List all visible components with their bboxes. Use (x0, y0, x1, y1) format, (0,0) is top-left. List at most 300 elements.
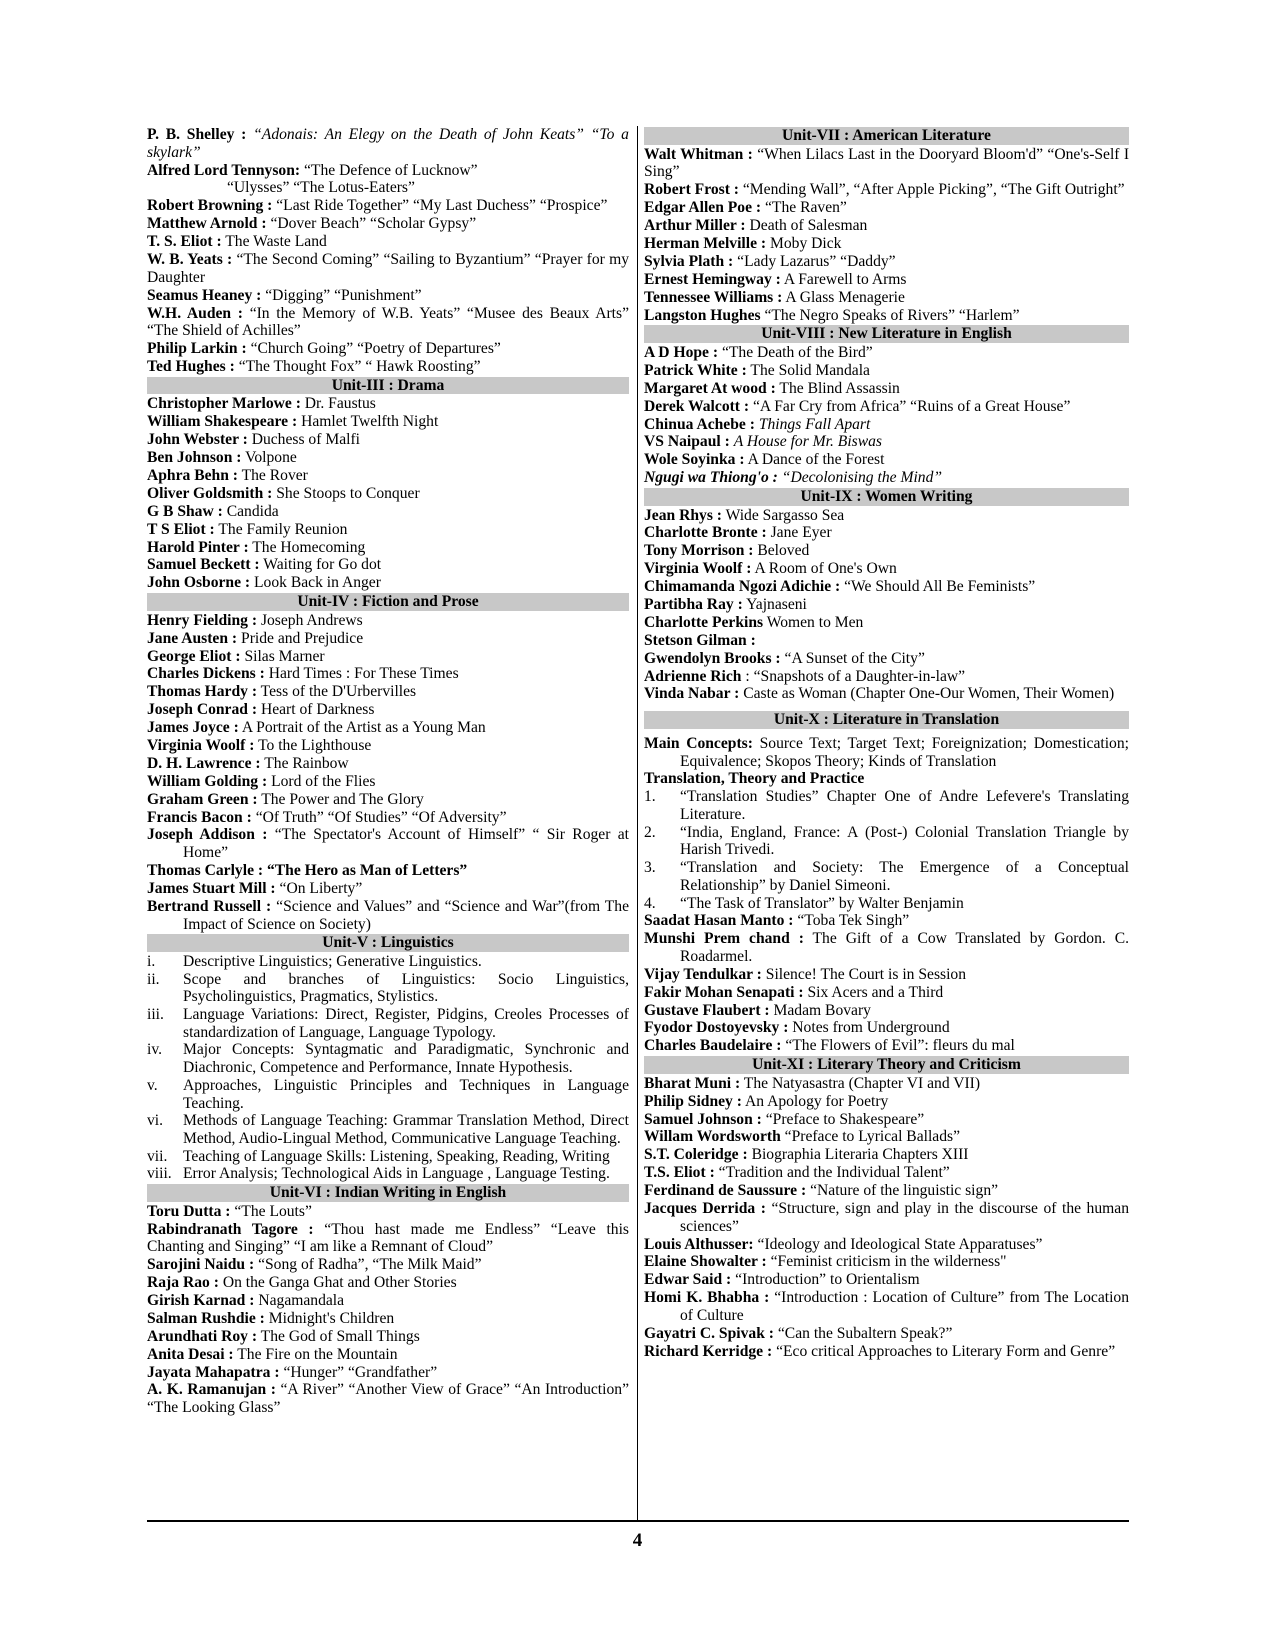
work-title: Notes from Underground (792, 1019, 950, 1037)
author-name: Philip Larkin : (147, 340, 247, 358)
work-title: “Nature of the linguistic sign” (810, 1182, 999, 1200)
work-title: Pride and Prejudice (241, 629, 364, 647)
list-item (147, 126, 629, 161)
item-text: Scope and branches of Linguistics: Socio Linguistics, Psycholinguistics, Pragmatics, Stylistics. (183, 970, 629, 1006)
author-name: Graham Green : (147, 790, 258, 808)
list-item (147, 395, 629, 413)
list-item (644, 433, 1129, 451)
item-number: iv. (147, 1041, 163, 1059)
work-title: Caste as Woman (Chapter One-Our Women, Their Women) (743, 685, 1115, 703)
list-item (147, 773, 629, 791)
work-title: Jane Eyer (770, 524, 832, 542)
list-item (147, 1221, 629, 1256)
author-name: D. H. Lawrence : (147, 754, 261, 772)
author-name: Walt Whitman : (644, 145, 753, 163)
author-name: Edgar Allen Poe : (644, 199, 762, 217)
numbered-item (147, 1041, 629, 1076)
work-title: Hard Times : For These Times (268, 665, 459, 683)
list-item (147, 215, 629, 233)
work-title: Candida (226, 502, 279, 520)
work-title: “Science and Values” and “Science and War”(from The Impact of Science on Society) (183, 897, 629, 933)
list-item (644, 146, 1129, 181)
work-title: “Last Ride Together” “My Last Duchess” “Prospice” (276, 197, 608, 215)
list-item (147, 413, 629, 431)
author-name: Matthew Arnold : (147, 215, 267, 233)
list-item (147, 556, 629, 574)
list-item (644, 1343, 1129, 1361)
list-item (644, 1093, 1129, 1111)
list-item (644, 380, 1129, 398)
work-title: “The Hero as Man of Letters” (266, 862, 468, 880)
author-name: Toru Dutta : (147, 1202, 231, 1220)
work-title: “Structure, sign and play in the discourse of the human sciences” (680, 1199, 1129, 1235)
page-number: 4 (632, 1530, 643, 1551)
author-name: Virginia Woolf : (644, 560, 752, 578)
author-name: Charlotte Perkins (644, 613, 764, 631)
author-name: Ferdinand de Saussure : (644, 1182, 807, 1200)
author-name: Willam Wordsworth (644, 1128, 781, 1146)
author-name: Partibha Ray : (644, 596, 743, 614)
list-item (644, 668, 1129, 686)
work-title: “Church Going” “Poetry of Departures” (250, 340, 501, 358)
author-name: Adrienne Rich (644, 667, 742, 685)
work-title: “Introduction” to Orientalism (735, 1271, 920, 1289)
work-title: “Decolonising the Mind” (781, 469, 943, 487)
work-title: “Thou hast made me Endless” “Leave this Chanting and Singing” “I am like a Remnant of Cloud” (147, 1220, 630, 1256)
item-number: vii. (147, 1147, 168, 1165)
author-name: George Eliot : (147, 647, 241, 665)
list-item (644, 469, 1129, 487)
author-name: Margaret At wood : (644, 379, 776, 397)
author-name: G B Shaw : (147, 502, 223, 520)
author-name: Tennessee Williams : (644, 288, 783, 306)
work-title: “Adonais: An Elegy on the Death of John Keats” “To a skylark” (147, 126, 629, 161)
author-name: Henry Fielding : (147, 611, 258, 629)
footer-rule (147, 1520, 1129, 1522)
author-name: P. B. Shelley : (147, 126, 247, 143)
work-title: She Stoops to Conquer (276, 484, 420, 502)
work-title: Duchess of Malfi (251, 431, 360, 449)
work-title: “Tradition and the Individual Talent” (718, 1164, 950, 1182)
work-title: The Family Reunion (218, 520, 348, 538)
list-item (644, 235, 1129, 253)
author-name: Girish Karnad : (147, 1292, 255, 1310)
author-name: Gayatri C. Spivak : (644, 1324, 774, 1342)
work-title: “Feminist criticism in the wilderness" (770, 1253, 1007, 1271)
author-name: Arundhati Roy : (147, 1327, 258, 1345)
author-name: Sylvia Plath : (644, 252, 734, 270)
author-name: Jean Rhys : (644, 506, 722, 524)
list-item (644, 966, 1129, 984)
work-title: “The Thought Fox” “ Hawk Roosting” (238, 358, 481, 376)
numbered-item (644, 859, 1129, 894)
work-title: On the Ganga Ghat and Other Stories (222, 1274, 457, 1292)
section-heading: Unit-VII : American Literature (644, 127, 1129, 145)
list-item (147, 521, 629, 539)
work-title: Joseph Andrews (260, 611, 363, 629)
list-item (644, 578, 1129, 596)
work-title: The Fire on the Mountain (237, 1345, 398, 1363)
numbered-item (147, 1077, 629, 1112)
work-title: “Preface to Lyrical Ballads” (784, 1128, 961, 1146)
list-item (147, 233, 629, 251)
list-item (147, 1328, 629, 1346)
work-title: : “Snapshots of a Daughter-in-law” (745, 667, 966, 685)
list-item (644, 362, 1129, 380)
list-item (147, 880, 629, 898)
list-item (644, 289, 1129, 307)
list-item (644, 1002, 1129, 1020)
numbered-item (147, 971, 629, 1006)
author-name: Joseph Conrad : (147, 701, 258, 719)
author-name: Anita Desai : (147, 1345, 234, 1363)
author-name: Sarojini Naidu : (147, 1256, 255, 1274)
author-name: A D Hope : (644, 343, 719, 361)
list-item (147, 826, 629, 861)
work-title: The Rover (241, 466, 308, 484)
author-name: Elaine Showalter : (644, 1253, 767, 1271)
author-name: Thomas Carlyle : (147, 862, 264, 880)
work-title: A Farewell to Arms (783, 270, 907, 288)
work-title: The Solid Mandala (750, 361, 870, 379)
work-title: Waiting for Go dot (263, 556, 382, 574)
numbered-item (147, 1112, 629, 1147)
work-title: “Song of Radha”, “The Milk Maid” (258, 1256, 482, 1274)
author-name: Fyodor Dostoyevsky : (644, 1019, 789, 1037)
list-item (147, 305, 629, 340)
list-item (147, 1292, 629, 1310)
list-item (644, 542, 1129, 560)
author-name: T.S. Eliot : (644, 1164, 715, 1182)
list-item (147, 162, 629, 180)
author-name: T S Eliot : (147, 520, 215, 538)
author-name: Tony Morrison : (644, 542, 754, 560)
section-heading: Unit-IV : Fiction and Prose (147, 593, 629, 611)
work-title: The Power and The Glory (261, 790, 424, 808)
author-name: Thomas Hardy : (147, 683, 258, 701)
work-title: Things Fall Apart (758, 415, 871, 433)
work-title: “The Second Coming” “Sailing to Byzantium” “Prayer for my Daughter (147, 251, 629, 286)
list-item (147, 862, 629, 880)
item-number: viii. (147, 1165, 172, 1183)
list-item (644, 1075, 1129, 1093)
item-text: Error Analysis; Technological Aids in Language , Language Testing. (183, 1165, 610, 1183)
author-name: S.T. Coleridge : (644, 1146, 748, 1164)
work-title: “The Spectator's Account of Himself” “ Sir Roger at Home” (183, 826, 629, 862)
work-title: The Homecoming (252, 538, 366, 556)
author-name: Vijay Tendulkar : (644, 965, 762, 983)
author-name: Samuel Johnson : (644, 1110, 762, 1128)
author-name: VS Naipaul : (644, 433, 730, 451)
section-heading: Unit-VIII : New Literature in English (644, 325, 1129, 343)
work-title: “The Louts” (234, 1202, 312, 1220)
author-name: Jane Austen : (147, 629, 238, 647)
list-item (644, 181, 1129, 199)
list-item (147, 467, 629, 485)
list-item (147, 574, 629, 592)
work-title: “Can the Subaltern Speak?” (777, 1324, 953, 1342)
item-number: v. (147, 1076, 158, 1094)
author-name: James Stuart Mill : (147, 879, 276, 897)
work-title: A House for Mr. Biswas (733, 433, 883, 451)
author-name: Patrick White : (644, 361, 747, 379)
section-heading: Unit-V : Linguistics (147, 934, 629, 952)
list-item (644, 398, 1129, 416)
main-concepts (644, 735, 1129, 770)
item-number: 2. (644, 823, 656, 841)
work-title: Lord of the Flies (271, 772, 376, 790)
numbered-item (644, 824, 1129, 859)
work-title: A Dance of the Forest (747, 451, 885, 469)
author-name: Charlotte Bronte : (644, 524, 767, 542)
work-title: “The Raven” (765, 199, 847, 217)
numbered-item (147, 1006, 629, 1041)
author-name: Richard Kerridge : (644, 1342, 773, 1360)
author-name: Oliver Goldsmith : (147, 484, 273, 502)
work-title: To the Lighthouse (258, 736, 372, 754)
work-title: “We Should All Be Feminists” (844, 578, 1036, 596)
list-item (644, 596, 1129, 614)
list-item (147, 791, 629, 809)
list-item (644, 685, 1129, 703)
list-item (644, 1236, 1129, 1254)
numbered-item (644, 788, 1129, 823)
list-item (147, 648, 629, 666)
work-title: Silence! The Court is in Session (765, 965, 967, 983)
list-item (147, 1310, 629, 1328)
item-number: vi. (147, 1112, 164, 1130)
list-item (644, 1164, 1129, 1182)
work-title: A Portrait of the Artist as a Young Man (241, 719, 486, 737)
item-text: “India, England, France: A (Post-) Colonial Translation Triangle by Harish Trivedi. (680, 823, 1129, 859)
section-heading: Unit-XI : Literary Theory and Criticism (644, 1056, 1129, 1074)
list-item (644, 416, 1129, 434)
item-text: Methods of Language Teaching: Grammar Translation Method, Direct Method, Audio-Lingual Method, Communicative Language Teaching. (183, 1112, 629, 1147)
list-item (644, 1182, 1129, 1200)
subheading: Translation, Theory and Practice (644, 770, 865, 788)
list-item (147, 503, 629, 521)
author-name: Chinua Achebe : (644, 415, 755, 433)
list-item (147, 1274, 629, 1292)
work-title: Hamlet Twelfth Night (301, 413, 439, 431)
list-item (147, 630, 629, 648)
item-text: Descriptive Linguistics; Generative Linguistics. (183, 952, 482, 970)
list-item (644, 1037, 1129, 1055)
author-name: Raja Rao : (147, 1274, 219, 1292)
list-item (644, 650, 1129, 668)
work-title: Wide Sargasso Sea (725, 506, 845, 524)
work-title: Silas Marner (244, 647, 325, 665)
list-item (644, 1019, 1129, 1037)
list-item (644, 930, 1129, 965)
work-title: “The Flowers of Evil”: fleurs du mal (785, 1037, 1015, 1055)
list-item (644, 1128, 1129, 1146)
work-title: The Gift of a Cow Translated by Gordon. C. Roadarmel. (680, 930, 1129, 965)
author-name: Arthur Miller : (644, 217, 746, 235)
main-concepts-label: Main Concepts: (644, 734, 753, 752)
author-name: Harold Pinter : (147, 538, 249, 556)
work-title: “Ulysses” “The Lotus-Eaters” (227, 179, 415, 197)
work-title: Volpone (245, 449, 297, 467)
list-item (644, 253, 1129, 271)
list-item (147, 179, 629, 197)
author-name: Saadat Hasan Manto : (644, 912, 794, 930)
work-title: The Rainbow (264, 754, 349, 772)
item-number: 4. (644, 894, 656, 912)
work-title: “A Sunset of the City” (784, 649, 925, 667)
list-item (147, 251, 629, 286)
author-name: Chimamanda Ngozi Adichie : (644, 578, 841, 596)
author-name: W. B. Yeats : (147, 251, 233, 269)
work-title: “Mending Wall”, “After Apple Picking”, “The Gift Outright” (742, 181, 1125, 199)
author-name: Ernest Hemingway : (644, 270, 781, 288)
numbered-item (147, 953, 629, 971)
list-item (147, 719, 629, 737)
work-title: Beloved (757, 542, 810, 560)
list-item (644, 614, 1129, 632)
list-item (644, 217, 1129, 235)
work-title: The Blind Assassin (779, 379, 900, 397)
work-title: “On Liberty” (279, 879, 363, 897)
work-title: Yajnaseni (746, 596, 807, 614)
list-item (147, 737, 629, 755)
work-title: Midnight's Children (268, 1309, 395, 1327)
author-name: Joseph Addison : (147, 826, 268, 844)
author-name: Ted Hughes : (147, 358, 235, 376)
list-item (644, 560, 1129, 578)
author-name: William Golding : (147, 772, 268, 790)
work-title: Biographia Literaria Chapters XIII (751, 1146, 969, 1164)
author-name: Jacques Derrida : (644, 1199, 766, 1217)
main-concepts-text: Source Text; Target Text; Foreignization; Domestication; Equivalence; Skopos Theory; Kinds of Translation (680, 734, 1129, 770)
list-item (147, 1381, 629, 1416)
work-title: “Lady Lazarus” “Daddy” (737, 252, 896, 270)
list-item (644, 984, 1129, 1002)
author-name: Louis Althusser: (644, 1235, 754, 1253)
author-name: Edwar Said : (644, 1271, 732, 1289)
author-name: William Shakespeare : (147, 413, 298, 431)
work-title: Death of Salesman (749, 217, 868, 235)
list-item (147, 449, 629, 467)
work-title: Madam Bovary (773, 1001, 871, 1019)
work-title: “The Negro Speaks of Rivers” “Harlem” (764, 306, 1020, 324)
author-name: Fakir Mohan Senapati : (644, 983, 804, 1001)
author-name: A. K. Ramanujan : (147, 1381, 276, 1399)
list-item (147, 898, 629, 933)
list-item (147, 612, 629, 630)
list-item (644, 1325, 1129, 1343)
list-item (644, 1146, 1129, 1164)
work-title: “Toba Tek Singh” (797, 912, 910, 930)
author-name: Bharat Muni : (644, 1074, 741, 1092)
item-number: i. (147, 952, 156, 970)
work-title: Moby Dick (770, 234, 842, 252)
author-name: Salman Rushdie : (147, 1309, 265, 1327)
work-title: “Ideology and Ideological State Apparatuses” (757, 1235, 1043, 1253)
author-name: Ben Johnson : (147, 449, 242, 467)
list-item (147, 755, 629, 773)
list-item (644, 912, 1129, 930)
work-title: Nagamandala (258, 1292, 345, 1310)
author-name: Bertrand Russell : (147, 897, 272, 915)
author-name: T. S. Eliot : (147, 233, 222, 251)
work-title: “Hunger” “Grandfather” (283, 1363, 438, 1381)
author-name: Jayata Mahapatra : (147, 1363, 280, 1381)
work-title: “Introduction : Location of Culture” from The Location of Culture (680, 1289, 1129, 1324)
list-item (147, 340, 629, 358)
item-number: 3. (644, 859, 656, 877)
work-title: “The Death of the Bird” (721, 343, 873, 361)
author-name: Christopher Marlowe : (147, 395, 301, 413)
author-name: Francis Bacon : (147, 808, 252, 826)
work-title: Look Back in Anger (254, 574, 381, 592)
author-name: John Webster : (147, 431, 248, 449)
author-name: Philip Sidney : (644, 1092, 742, 1110)
list-item (147, 683, 629, 701)
list-item (147, 287, 629, 305)
item-text: Teaching of Language Skills: Listening, Speaking, Reading, Writing (183, 1147, 610, 1165)
list-item (147, 1203, 629, 1221)
work-title: Six Acers and a Third (807, 983, 944, 1001)
author-name: Rabindranath Tagore : (147, 1220, 314, 1238)
list-item (644, 271, 1129, 289)
list-item (147, 539, 629, 557)
work-title: “When Lilacs Last in the Dooryard Bloom'd” “One's-Self I Sing” (644, 145, 1130, 181)
list-item (644, 1111, 1129, 1129)
list-item (644, 507, 1129, 525)
author-name: John Osborne : (147, 574, 251, 592)
list-item (147, 1364, 629, 1382)
list-item (644, 524, 1129, 542)
work-title: Women to Men (766, 613, 864, 631)
list-item (147, 431, 629, 449)
list-item (147, 1346, 629, 1364)
list-item (644, 632, 1129, 650)
work-title: Dr. Faustus (304, 395, 376, 413)
work-title: A Room of One's Own (754, 560, 897, 578)
numbered-item (644, 895, 1129, 913)
author-name: Wole Soyinka : (644, 451, 745, 469)
work-title: “Dover Beach” “Scholar Gypsy” (270, 215, 477, 233)
work-title: “The Defence of Lucknow” (304, 161, 478, 179)
work-title: The Natyasastra (Chapter VI and VII) (743, 1074, 981, 1092)
list-item (147, 665, 629, 683)
work-title: “Eco critical Approaches to Literary Form and Genre” (776, 1342, 1116, 1360)
work-title: A Glass Menagerie (785, 288, 905, 306)
list-item (147, 701, 629, 719)
author-name: Langston Hughes (644, 306, 761, 324)
section-heading: Unit-X : Literature in Translation (644, 711, 1129, 729)
author-name: Gwendolyn Brooks : (644, 649, 781, 667)
work-title: An Apology for Poetry (744, 1092, 889, 1110)
list-item (147, 485, 629, 503)
item-text: “The Task of Translator” by Walter Benjamin (680, 894, 964, 912)
item-text: Language Variations: Direct, Register, Pidgins, Creoles Processes of standardization of Language, Language Typology. (183, 1006, 629, 1041)
author-name: Herman Melville : (644, 234, 767, 252)
left-column (147, 126, 629, 1518)
author-name: Aphra Behn : (147, 466, 238, 484)
author-name: Derek Walcott : (644, 397, 750, 415)
numbered-item (147, 1165, 629, 1183)
author-name: Virginia Woolf : (147, 736, 255, 754)
right-column (644, 126, 1129, 1518)
list-item (644, 1200, 1129, 1235)
author-name: Robert Frost : (644, 181, 739, 199)
item-number: 1. (644, 788, 656, 806)
section-heading: Unit-IX : Women Writing (644, 488, 1129, 506)
list-item (147, 197, 629, 215)
work-title: “A River” “Another View of Grace” “An Introduction” “The Looking Glass” (147, 1381, 629, 1417)
